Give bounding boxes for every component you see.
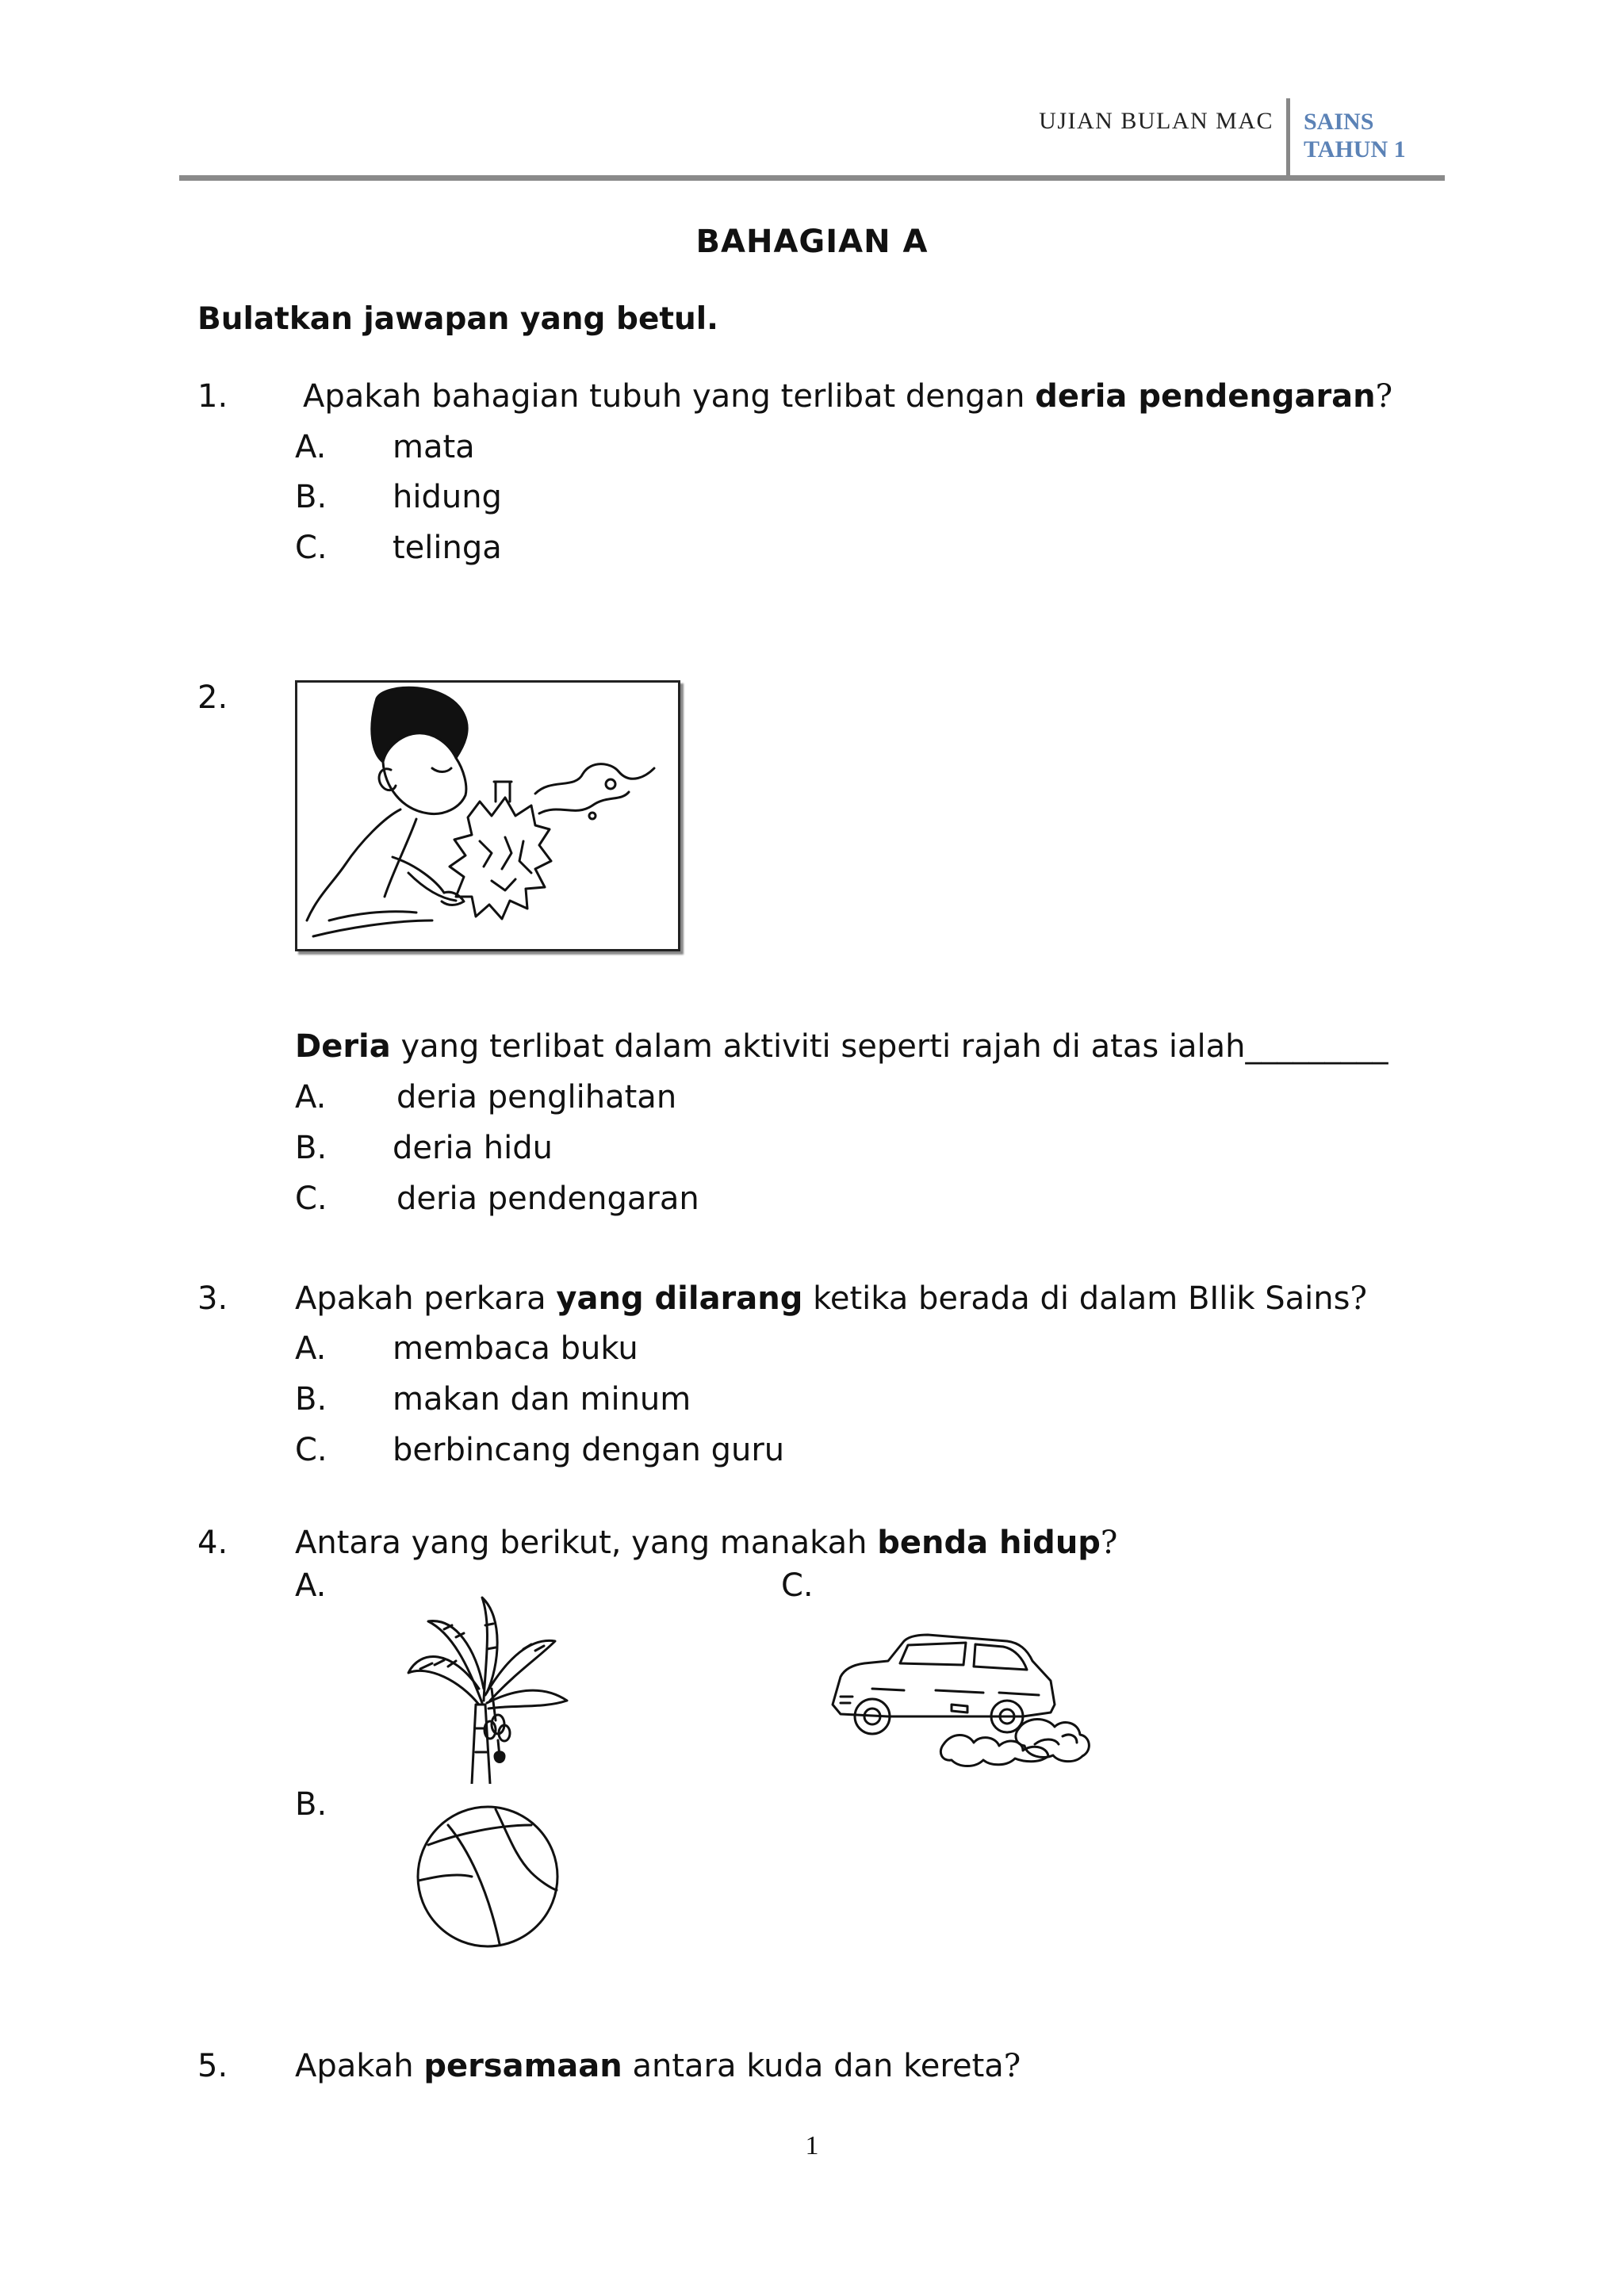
question-3-option-a-letter: A. (295, 1330, 327, 1367)
banana-tree-icon[interactable] (396, 1594, 571, 1784)
question-4-option-b-letter: B. (295, 1786, 327, 1823)
question-1-option-a[interactable]: mata (393, 429, 475, 465)
question-2-option-b-letter: B. (295, 1130, 327, 1166)
question-3-option-b-letter: B. (295, 1381, 327, 1418)
boy-smelling-durian-illustration (295, 680, 680, 951)
question-2-option-c-letter: C. (295, 1181, 327, 1217)
question-2-option-b[interactable]: deria hidu (393, 1130, 553, 1166)
header-rule (179, 175, 1445, 181)
car-exhaust-svg (825, 1617, 1094, 1776)
subject-label: SAINS (1304, 109, 1374, 135)
exam-title: UJIAN BULAN MAC (1039, 108, 1274, 134)
car-exhaust-icon[interactable] (825, 1617, 1094, 1776)
boy-smelling-durian-svg (297, 683, 678, 949)
question-4-option-c-letter: C. (781, 1567, 814, 1604)
year-label: TAHUN 1 (1304, 136, 1406, 163)
question-3-option-c[interactable]: berbincang dengan guru (393, 1432, 785, 1468)
header-subject-block (1304, 108, 1406, 163)
banana-tree-svg (396, 1594, 571, 1784)
question-5-number: 5. (197, 2048, 228, 2084)
question-5-text: Apakah persamaan antara kuda dan kereta? (295, 2048, 1021, 2084)
question-3-option-a[interactable]: membaca buku (393, 1330, 638, 1367)
beach-ball-svg (412, 1801, 563, 1952)
question-1-option-c-letter: C. (295, 530, 327, 566)
question-2-option-a-letter: A. (295, 1079, 327, 1115)
instruction: Bulatkan jawapan yang betul. (197, 301, 718, 337)
question-3-number: 3. (197, 1280, 228, 1317)
beach-ball-icon[interactable] (412, 1801, 563, 1952)
question-1-number: 1. (197, 378, 228, 415)
question-1-text: Apakah bahagian tubuh yang terlibat dengan deria pendengaran? (303, 378, 1393, 415)
question-2-number: 2. (197, 679, 228, 716)
question-4-number: 4. (197, 1525, 228, 1561)
question-1-option-b[interactable]: hidung (393, 479, 502, 515)
question-4-text: Antara yang berikut, yang manakah benda hidup? (295, 1525, 1118, 1561)
question-1-option-a-letter: A. (295, 429, 327, 465)
page-number: 1 (805, 2131, 819, 2160)
question-3-option-b[interactable]: makan dan minum (393, 1381, 691, 1418)
header-divider (1286, 98, 1290, 178)
question-3-text: Apakah perkara yang dilarang ketika berada di dalam BIlik Sains? (295, 1280, 1367, 1317)
question-2-text: Deria yang terlibat dalam aktiviti seperti rajah di atas ialah_________ (295, 1028, 1388, 1065)
question-1-option-c[interactable]: telinga (393, 530, 502, 566)
question-3-option-c-letter: C. (295, 1432, 327, 1468)
question-2-option-c[interactable]: deria pendengaran (396, 1181, 699, 1217)
question-2-option-a[interactable]: deria penglihatan (396, 1079, 677, 1115)
section-title: BAHAGIAN A (695, 224, 929, 260)
question-4-option-a-letter: A. (295, 1567, 327, 1604)
question-1-option-b-letter: B. (295, 479, 327, 515)
